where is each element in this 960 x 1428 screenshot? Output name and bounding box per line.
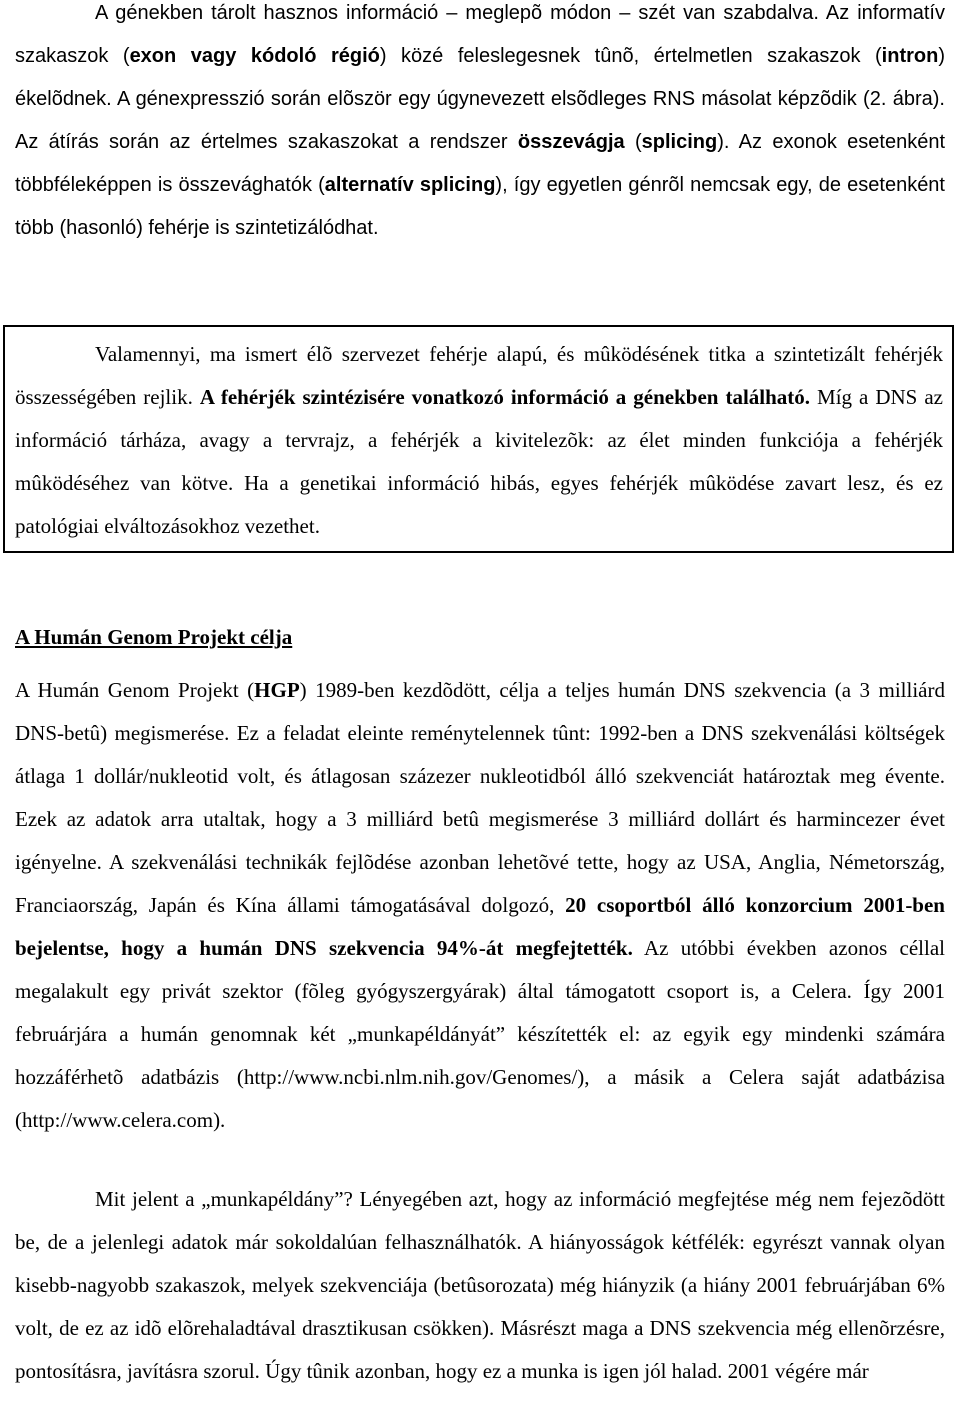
term-exon: exon vagy kódoló régió bbox=[129, 45, 380, 67]
key-statement: 20 csoportból álló konzorcium 2001-ben bejelentse, hogy a humán DNS szekvencia 94%-át megfejtették. bbox=[15, 893, 945, 960]
term-intron: intron bbox=[881, 45, 939, 67]
paragraph-hgp bbox=[15, 669, 945, 1142]
paragraph-splicing bbox=[15, 0, 945, 250]
text-run: ) 1989-ben kezdõdött, célja a teljes humán DNS szekvencia (a 3 milliárd DNS-betû) megismerése. Ez a feladat eleinte reménytelennek tûnt: 1992-ben a DNS szekvenálási költségek átlaga 1 dollár/nukleotid volt, és átlagosan százezer nukleotidból álló szekvenciát határoztak meg évente. Ezek az adatok arra utaltak, hogy a 3 milliárd betû megismerése 3 milliárd dollárt és harmincezer évet igényelne. A szekvenálási technikák fejlõdése azonban lehetõvé tette, hogy az USA, Anglia, Németország, Franciaország, Japán és Kína állami támogatásával dolgozó, bbox=[15, 678, 945, 917]
term-splicing: splicing bbox=[641, 131, 718, 153]
text-run: Mit jelent a „munkapéldány”? Lényegében azt, hogy az információ megfejtése még nem fejezõdött be, de a jelenlegi adatok már sokoldalúan felhasználhatók. A hiányosságok kétfélék: egyrészt vannak olyan kisebb-nagyobb szakaszok, melyek szekvenciája (betûsorozata) még hiányzik (a hiány 2001 februárjában 6% volt, de ez az idõ elõrehaladtával drasztikusan csökken). Másrészt maga a DNS szekvencia még ellenõrzésre, pontosításra, javításra szorul. Úgy tûnik azonban, hogy ez a munka is igen jól halad. 2001 végére már bbox=[15, 1187, 945, 1383]
key-statement: A fehérjék szintézisére vonatkozó információ a génekben található. bbox=[199, 385, 811, 409]
paragraph-working-draft bbox=[15, 1178, 945, 1393]
text-run: ( bbox=[624, 131, 642, 153]
text-run: ) közé feleslegesnek tûnõ, értelmetlen szakaszok ( bbox=[379, 45, 882, 67]
term-hgp: HGP bbox=[254, 678, 300, 702]
text-run: Az utóbbi években azonos céllal megalakult egy privát szektor (fõleg gyógyszergyárak) által támogatott csoport is, a Celera. Így 2001 februárjára a humán genomnak két „munkapéldányát” készítették el: az egyik egy mindenki számára hozzáférhetõ adatbázis (http://www.ncbi.nlm.nih.gov/Genomes/), a másik a Celera saját adatbázisa (http://www.celera.com). bbox=[15, 936, 945, 1132]
text-run: A Humán Genom Projekt ( bbox=[15, 678, 255, 702]
highlight-box bbox=[3, 325, 954, 553]
text-run: A génekben tárolt hasznos információ – meglepõ módon – szét van szabdalva. Az informatív szakaszok ( bbox=[15, 2, 945, 67]
paragraph-protein bbox=[15, 333, 943, 548]
text-run: ), így egyetlen génrõl nemcsak egy, de esetenként több (hasonló) fehérje is szintetizálódhat. bbox=[15, 174, 945, 239]
section-heading: A Humán Genom Projekt célja bbox=[15, 625, 293, 649]
term-osszevagja: összevágja bbox=[517, 131, 625, 153]
term-alternative-splicing: alternatív splicing bbox=[324, 174, 496, 196]
text-run: ) ékelõdnek. A génexpresszió során elõször egy úgynevezett elsõdleges RNS másolat képzõdik (2. ábra). Az átírás során az értelmes szakaszokat a rendszer bbox=[15, 45, 945, 153]
text-run: Valamennyi, ma ismert élõ szervezet fehérje alapú, és mûködésének titka a szintetizált fehérjék összességében rejlik. bbox=[15, 342, 943, 409]
text-run: ). Az exonok esetenként többféleképpen is összevághatók ( bbox=[15, 131, 946, 196]
text-run: Míg a DNS az információ tárháza, avagy a tervrajz, a fehérjék a kivitelezõk: az élet minden funkciója a fehérjék mûködéséhez van kötve. Ha a genetikai információ hibás, egyes fehérjék mûködése zavart lesz, és ez patológiai elváltozásokhoz vezethet. bbox=[15, 385, 943, 538]
